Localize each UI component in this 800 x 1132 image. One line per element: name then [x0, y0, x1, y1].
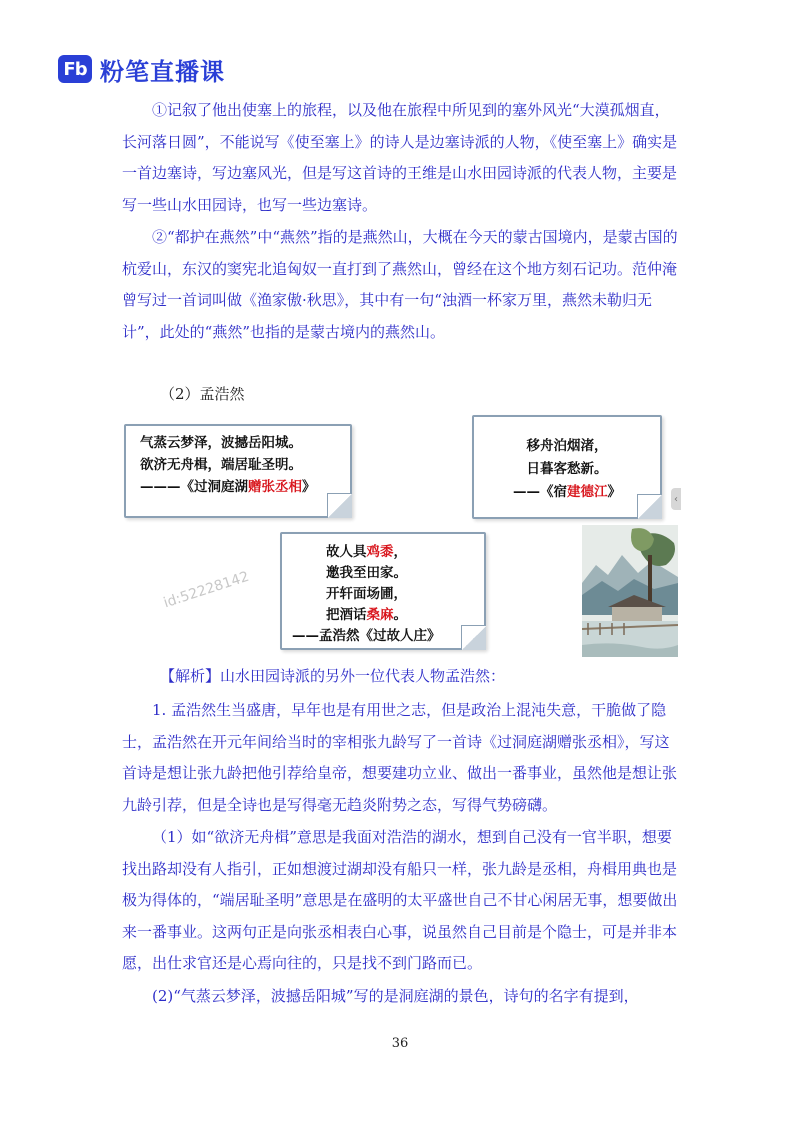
- painting-svg: [582, 525, 678, 657]
- intro-paragraph-2: ②“都护在燕然”中“燕然”指的是燕然山，大概在今天的蒙古国境内，是蒙古国的杭爱山，东汉的窦宪北追匈奴一直打到了燕然山，曾经在这个地方刻石记功。范仲淹曾写过一首词叫做《渔家傲·秋思》，其中有一句“浊酒一杯家万里，燕然未勒归无计”，此处的“燕然”也指的是蒙古境内的燕然山。: [122, 228, 678, 341]
- analysis-paragraph-2: （1）如“欲济无舟楫”意思是我面对浩浩的湖水，想到自己没有一官半职，想要找出路却没有人指引，正如想渡过湖却没有船只一样，张九龄是丞相，舟楫用典也是极为得体的，“端居耻圣明”意思是在盛明的太平盛世自己不甘心闲居无事，想要做出来一番事业。这两句正是向张丞相表白心事，说虽然自己目前是个隐士，可是并非本愿，出仕求官还是心焉向往的，只是找不到门路而已。: [122, 828, 678, 972]
- poem-text: 故人具: [326, 544, 367, 560]
- page-curl-icon: [637, 494, 662, 519]
- analysis-paragraph-1: 1. 孟浩然生当盛唐，早年也是有用世之志，但是政治上混沌失意，干脆做了隐士，孟浩然在开元年间给当时的宰相张九龄写了一首诗《过洞庭湖赠张丞相》，写这首诗是想让张九龄把他引荐给皇帝，想要建功立业、做出一番事业，虽然他是想让张九龄引荐，但是全诗也是写得毫无趋炎附势之态，写得气势磅礴。: [122, 701, 678, 814]
- fenbi-logo-icon: Fb: [58, 55, 92, 83]
- landscape-painting-image: [582, 525, 678, 657]
- source-text: ———《过洞庭湖: [140, 479, 248, 495]
- page-number: 36: [391, 1036, 409, 1051]
- poem-text: 把酒话: [326, 607, 367, 623]
- poem-line: 邀我至田家。: [326, 565, 407, 581]
- watermark: id:52228142: [161, 568, 252, 612]
- section-heading: （2）孟浩然: [160, 385, 245, 403]
- source-highlight: 建德江: [567, 484, 608, 500]
- poem-line: 气蒸云梦泽，波撼岳阳城。: [140, 435, 302, 451]
- poem-text: ，: [393, 544, 407, 560]
- poem-line: [326, 542, 484, 563]
- source-text: 》: [302, 479, 316, 495]
- source-text: ——《宿: [513, 484, 567, 500]
- source-text: 》: [607, 484, 621, 500]
- analysis-label: 【解析】山水田园诗派的另外一位代表人物孟浩然：: [160, 667, 506, 685]
- brand-header: [58, 52, 225, 86]
- page-curl-icon: [461, 625, 486, 650]
- source-highlight: 赠张丞相: [248, 479, 302, 495]
- poem-highlight: 鸡黍: [366, 544, 394, 560]
- poem-source: [140, 476, 350, 498]
- analysis-paragraph-3: (2)“气蒸云梦泽，波撼岳阳城”写的是洞庭湖的景色，诗句的名字有提到，: [152, 987, 639, 1005]
- poem-source: [474, 481, 660, 504]
- poem-source: ——孟浩然《过故人庄》: [292, 628, 441, 644]
- intro-paragraph-1: ①记叙了他出使塞上的旅程，以及他在旅程中所见到的塞外风光“大漠孤烟直，长河落日圆”，不能说写《使至塞上》的诗人是边塞诗派的人物，《使至塞上》确实是一首边塞诗，写边塞风光，但是写这首诗的王维是山水田园诗派的代表人物，主要是写一些山水田园诗，也写一些边塞诗。: [122, 101, 678, 214]
- chevron-left-icon: ‹: [671, 488, 681, 510]
- poem-highlight: 桑麻: [366, 607, 394, 623]
- poem-line: 开轩面场圃，: [326, 586, 407, 602]
- poem-card-jiande: [472, 415, 662, 519]
- poem-line: 日暮客愁新。: [526, 461, 608, 477]
- poem-card-dongting: [124, 424, 352, 518]
- poem-line: [326, 605, 484, 626]
- poem-text: 。: [393, 607, 407, 623]
- brand-name: 粉笔直播课: [100, 57, 225, 86]
- poem-line: 欲济无舟楫，端居耻圣明。: [140, 457, 302, 473]
- page-curl-icon: [327, 493, 352, 518]
- poem-card-guren: [280, 532, 486, 650]
- poem-line: 移舟泊烟渚，: [526, 438, 608, 454]
